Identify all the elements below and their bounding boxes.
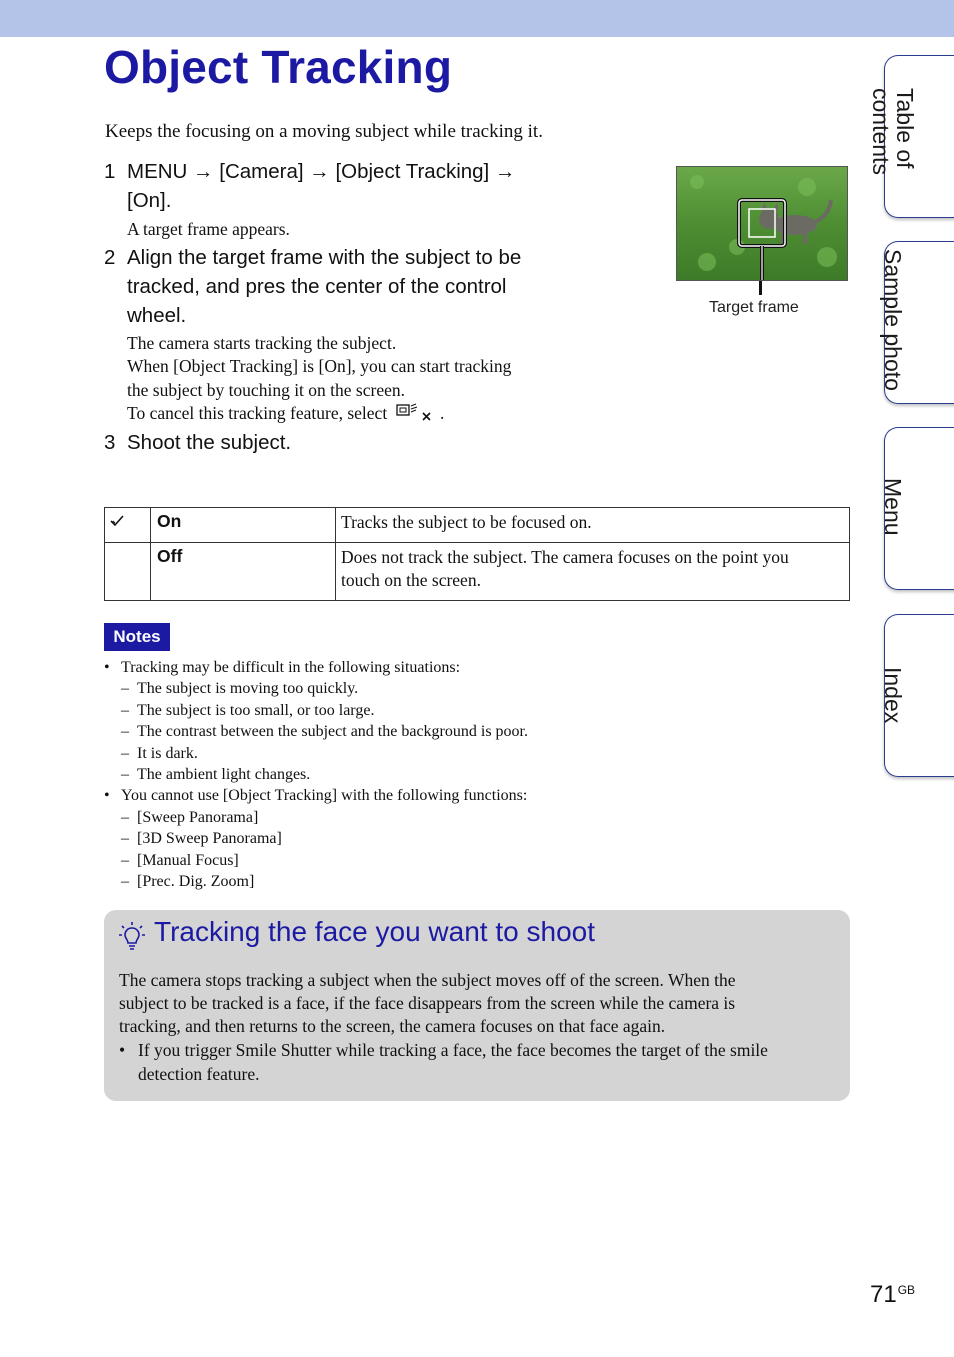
tip-title: Tracking the face you want to shoot (154, 916, 595, 947)
example-photo (676, 166, 848, 281)
tab-label: Table of (892, 88, 918, 169)
step-note: The camera starts tracking the subject. (127, 333, 397, 353)
step-line: Shoot the subject. (127, 431, 292, 454)
tab-index[interactable] (880, 614, 954, 777)
table-row (105, 543, 850, 601)
pointer-line (759, 281, 762, 295)
option-name: Off (151, 543, 336, 601)
tracking-cancel-icon (396, 402, 436, 429)
tab-label: Index (880, 667, 906, 724)
header-band (0, 0, 954, 37)
option-desc: Tracks the subject to be focused on. (336, 508, 850, 543)
tab-table-of-contents[interactable] (868, 55, 954, 218)
tab-label: contents (868, 88, 894, 175)
tip-body (119, 969, 839, 1038)
lightbulb-icon (118, 921, 146, 956)
options-table (104, 507, 850, 601)
step-line: [On]. (127, 189, 172, 212)
figure-caption: Target frame (709, 299, 799, 316)
step-note: the subject by touching it on the screen. (127, 380, 405, 400)
tip-line: The camera stops tracking a subject when the subject moves off of the screen. When the (119, 970, 736, 990)
step-line: MENU → [Camera] → [Object Tracking] → (127, 160, 516, 183)
check-icon (109, 515, 125, 532)
step-line: wheel. (127, 304, 187, 327)
step-line: tracked, and pres the center of the control (127, 275, 507, 298)
option-desc-line: Does not track the subject. The camera focuses on the point you (341, 547, 789, 567)
option-name: On (151, 508, 336, 543)
page-number: $71^{GB}$ (870, 1281, 916, 1308)
step-line: Align the target frame with the subject to be (127, 246, 522, 269)
option-desc (336, 543, 850, 601)
tab-label: Sample photo (880, 249, 906, 391)
intro-text: Keeps the focusing on a moving subject while tracking it. (105, 121, 543, 142)
tab-menu[interactable] (880, 427, 954, 590)
step-note-text: To cancel this tracking feature, select (127, 403, 388, 423)
step-number: 3 (104, 431, 116, 454)
page-title: Object Tracking (104, 41, 453, 93)
step-number: 1 (104, 160, 116, 183)
tip-line: If you trigger Smile Shutter while tracking a face, the face becomes the target of the smile (138, 1040, 768, 1060)
step-number: 2 (104, 246, 116, 269)
tip-line: tracking, and then returns to the screen, the camera focuses on that face again. (119, 1016, 666, 1036)
step-note-cancel: To cancel this tracking feature, select . (127, 402, 444, 429)
notes-badge: Notes (104, 623, 170, 651)
region-code: GB (897, 1283, 916, 1297)
tip-line: subject to be tracked is a face, if the face disappears from the screen while the camera is (119, 993, 736, 1013)
tab-label: Menu (880, 478, 906, 536)
step-note: A target frame appears. (127, 219, 290, 239)
table-row (105, 508, 850, 543)
tip-box: Tracking the face you want to shoot The camera stops tracking a subject when the subject moves off of the screen. When the subject to be tracked is a face, if the face disappears from the screen while the camera is tracking, and then returns to the screen, the camera focuses on that face again. • If you trigger Smile Shutter while tracking a face, the face becomes the target of the smile detection feature. (104, 910, 850, 1101)
tab-sample-photo[interactable] (880, 241, 954, 404)
option-desc-line: touch on the screen. (341, 570, 481, 590)
step-note: When [Object Tracking] is [On], you can start tracking (127, 356, 512, 376)
default-cell (105, 543, 151, 601)
tip-line: detection feature. (138, 1064, 260, 1084)
default-cell (105, 508, 151, 543)
